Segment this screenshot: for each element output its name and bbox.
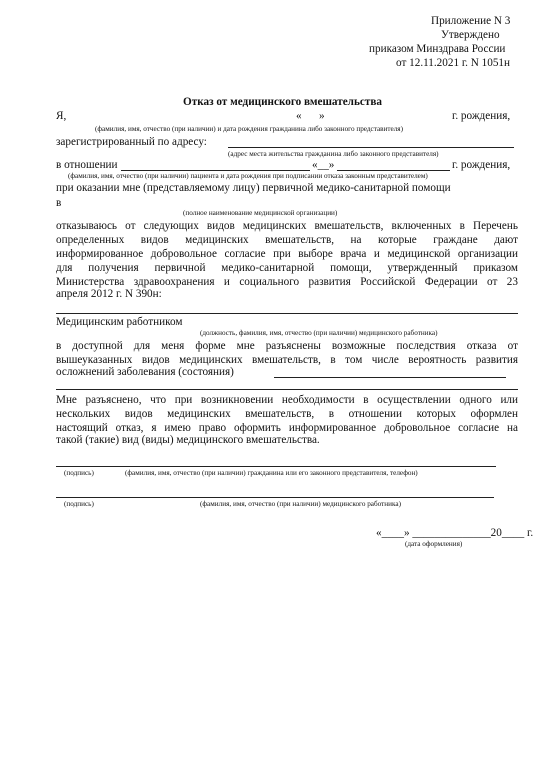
consequences-line-2: вышеуказанных видов медицинских вмешательств, в том числе вероятность развития xyxy=(56,354,518,366)
complications-line-2 xyxy=(56,389,518,390)
refusal-line-5: Министерства здравоохранения и социального развития Российской Федерации от 23 xyxy=(56,276,518,288)
order-date: от 12.11.2021 г. N 1051н xyxy=(396,57,511,69)
quote-open: « xyxy=(296,110,302,122)
explained-line-3: настоящий отказ, я имею право оформить информированное добровольное согласие на xyxy=(56,422,518,434)
birth-label: г. рождения, xyxy=(452,110,511,122)
refusal-line-6: апреля 2012 г. N 390н: xyxy=(56,288,162,300)
refusal-line-1: отказываюсь от следующих видов медицинских вмешательств, включенных в Перечень xyxy=(56,220,518,232)
regarding-label: в отношении xyxy=(56,159,118,171)
explained-line-4: такой (такие) вид (виды) медицинского вмешательства. xyxy=(56,434,320,446)
refusal-line-4: для получения первичной медико-санитарной помощи, утвержденный приказом xyxy=(56,262,518,274)
patient-caption: (фамилия, имя, отчество (при наличии) пациента и дата рождения при подписании отказа законным представителем) xyxy=(68,172,428,180)
org-caption: (полное наименование медицинской организации) xyxy=(183,209,338,217)
medic-label: Медицинским работником xyxy=(56,316,183,328)
patient-name-line xyxy=(121,170,310,171)
refusal-line-3: информированное добровольное согласие при выборе врача и медицинской организации xyxy=(56,248,518,260)
signature-2-caption: (фамилия, имя, отчество (при наличии) медицинского работника) xyxy=(200,500,401,508)
address-line xyxy=(228,147,514,148)
registered-label: зарегистрированный по адресу: xyxy=(56,136,207,148)
quote-mid: «__» xyxy=(312,159,335,171)
consequences-line-3: осложнений заболевания (состояния) xyxy=(56,366,234,378)
signature-1-label: (подпись) xyxy=(64,469,94,477)
appendix-number: Приложение N 3 xyxy=(431,15,511,27)
signature-1-line xyxy=(56,466,496,467)
date-field: «____» ______________20____ г. xyxy=(376,527,534,539)
approved-label: Утверждено xyxy=(441,29,500,41)
document-title: Отказ от медицинского вмешательства xyxy=(183,96,382,108)
care-line: при оказании мне (представляемому лицу) первичной медико-санитарной помощи xyxy=(56,182,451,194)
explained-line-2: нескольких видов медицинских вмешательств, в отношении которых оформлен xyxy=(56,408,518,420)
birth-label-2: г. рождения, xyxy=(452,159,511,171)
quote-close: » xyxy=(319,110,325,122)
medic-caption: (должность, фамилия, имя, отчество (при наличии) медицинского работника) xyxy=(200,329,438,337)
signature-2-label: (подпись) xyxy=(64,500,94,508)
complications-line-1 xyxy=(274,377,506,378)
patient-year-line xyxy=(337,170,450,171)
refusal-line-2: определенных видов медицинских вмешательств, на которые граждане дают xyxy=(56,234,518,246)
in-label: в xyxy=(56,197,62,209)
signature-2-line xyxy=(56,497,494,498)
order-ministry: приказом Минздрава России xyxy=(369,43,506,55)
explained-line-1: Мне разъяснено, что при возникновении необходимости в осуществлении одного или xyxy=(56,394,518,406)
consequences-line-1: в доступной для меня форме мне разъяснены возможные последствия отказа от xyxy=(56,340,518,352)
date-caption: (дата оформления) xyxy=(405,540,463,548)
ya-label: Я, xyxy=(56,110,67,122)
interventions-line xyxy=(56,313,518,314)
signature-1-caption: (фамилия, имя, отчество (при наличии) гражданина или его законного представителя, телефон) xyxy=(125,469,418,477)
address-caption: (адрес места жительства гражданина либо законного представителя) xyxy=(228,150,439,158)
person-caption: (фамилия, имя, отчество (при наличии) и дата рождения гражданина либо законного представителя) xyxy=(95,125,404,133)
